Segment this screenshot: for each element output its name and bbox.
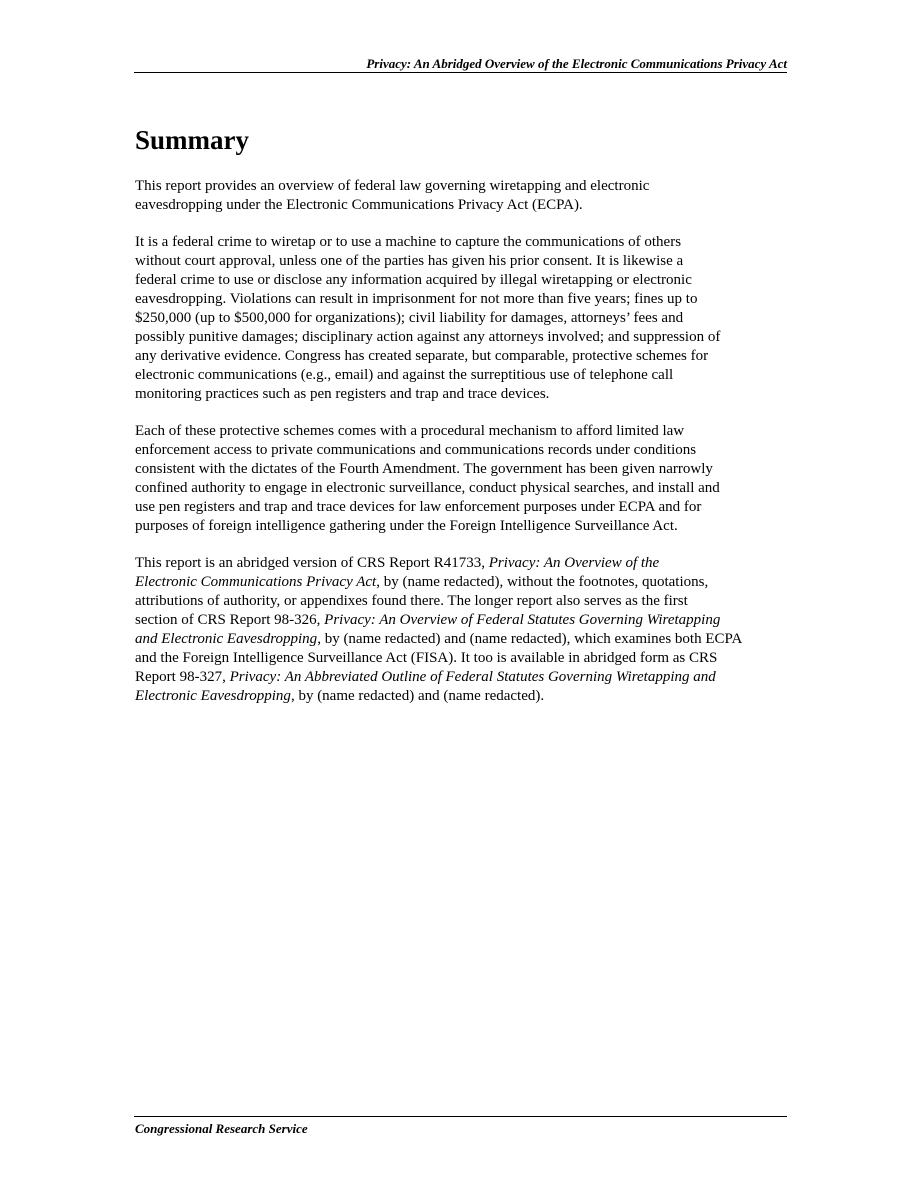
paragraph-line: consistent with the dictates of the Fourth Amendment. The government has been given narrowly [135,461,713,477]
paragraph-line [135,687,815,706]
paragraph-line: eavesdropping under the Electronic Communications Privacy Act (ECPA). [135,197,583,213]
text-run: section of CRS Report 98-326, [135,612,325,628]
text-run: attributions of authority, or appendixes found there. The longer report also serves as the first [135,593,688,609]
paragraph-line: monitoring practices such as pen registers and trap and trace devices. [135,386,550,402]
text-run: , by (name redacted) and (name redacted), which examines both ECPA [317,631,743,647]
text-run: , by (name redacted), without the footnotes, quotations, [376,574,709,590]
document-body [135,177,815,724]
paragraph-line [135,668,815,687]
paragraph-4 [135,554,815,706]
italic-title-text: Privacy: An Overview of the [488,555,660,571]
paragraph-line: use pen registers and trap and trace devices for law enforcement purposes under ECPA and for [135,499,702,515]
text-run: This report is an abridged version of CRS Report R41733, [135,555,489,571]
italic-title-text: and Electronic Eavesdropping [135,631,318,647]
text-run: Report 98-327, [135,669,230,685]
italic-title-text: Electronic Eavesdropping [135,688,291,704]
italic-title-text: Privacy: An Abbreviated Outline of Federal Statutes Governing Wiretapping and [229,669,716,685]
paragraph-line [135,592,815,611]
paragraph-line [135,649,815,668]
text-run: and the Foreign Intelligence Surveillance Act (FISA). It too is available in abridged form as CRS [135,650,718,666]
paragraph-line: without court approval, unless one of the parties has given his prior consent. It is likewise a [135,253,684,269]
italic-title-text: Privacy: An Overview of Federal Statutes Governing Wiretapping [324,612,721,628]
paragraph-line [135,554,815,573]
paragraph-line [135,630,815,649]
paragraph-line: eavesdropping. Violations can result in imprisonment for not more than five years; fines up to [135,291,698,307]
footer-publisher: Congressional Research Service [135,1121,308,1136]
paragraph-line: any derivative evidence. Congress has created separate, but comparable, protective schemes for [135,348,709,364]
paragraph-line [135,573,815,592]
footer-rule [134,1116,787,1117]
paragraph-3 [135,422,815,536]
paragraph-line: federal crime to use or disclose any information acquired by illegal wiretapping or electronic [135,272,692,288]
paragraph-line [135,611,815,630]
paragraph-line: $250,000 (up to $500,000 for organizations); civil liability for damages, attorneys’ fees and [135,310,684,326]
page-title: Summary [135,125,249,155]
paragraph-line: electronic communications (e.g., email) and against the surreptitious use of telephone call [135,367,674,383]
paragraph-2 [135,233,815,404]
text-run: , by (name redacted) and (name redacted). [290,688,545,704]
paragraph-line: enforcement access to private communications and communications records under conditions [135,442,697,458]
paragraph-line: This report provides an overview of federal law governing wiretapping and electronic [135,178,650,194]
paragraph-line: purposes of foreign intelligence gathering under the Foreign Intelligence Surveillance Act. [135,518,678,534]
italic-title-text: Electronic Communications Privacy Act [135,574,377,590]
paragraph-line: It is a federal crime to wiretap or to use a machine to capture the communications of others [135,234,682,250]
paragraph-line: Each of these protective schemes comes with a procedural mechanism to afford limited law [135,423,685,439]
paragraph-line: possibly punitive damages; disciplinary action against any attorneys involved; and suppression of [135,329,721,345]
header-rule [134,72,787,73]
paragraph-line: confined authority to engage in electronic surveillance, conduct physical searches, and install and [135,480,720,496]
paragraph-1 [135,177,815,215]
running-header: Privacy: An Abridged Overview of the Electronic Communications Privacy Act [366,56,787,71]
